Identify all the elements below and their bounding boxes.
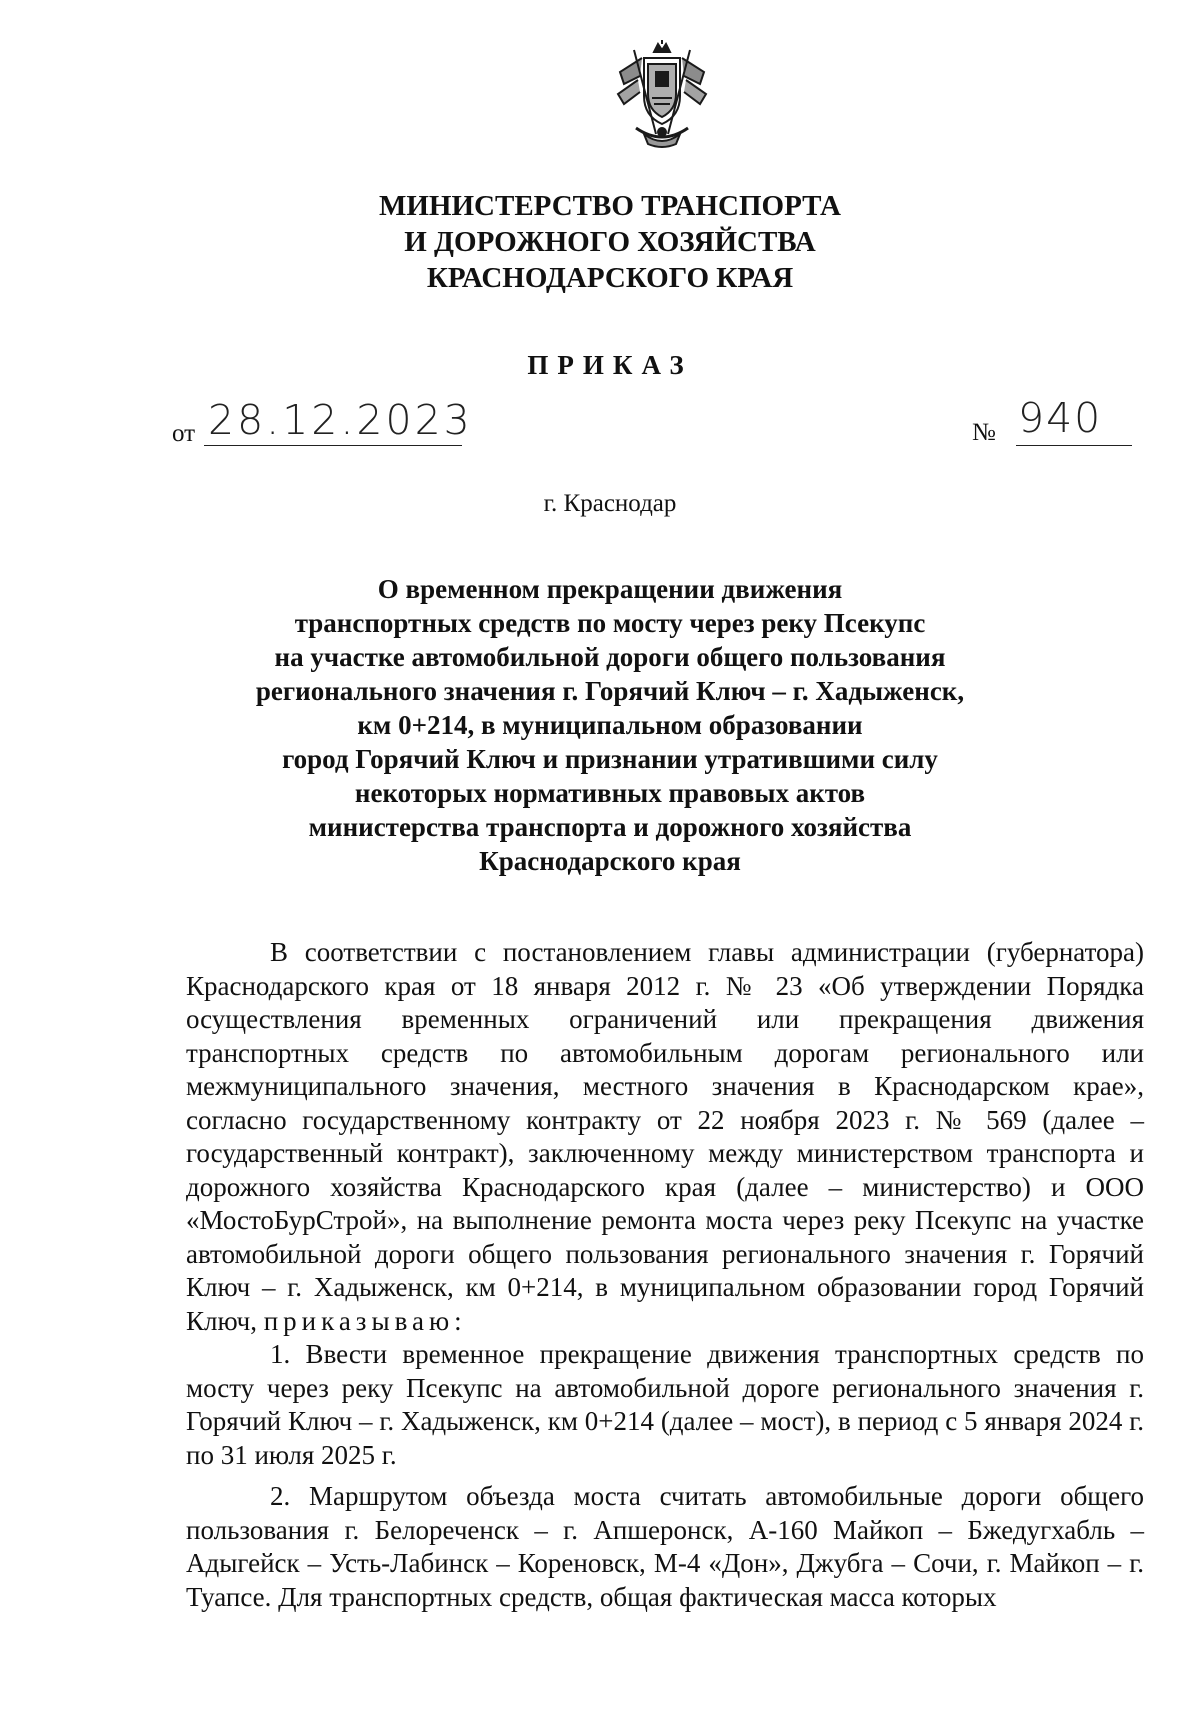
ministry-line-2: И ДОРОЖНОГО ХОЗЯЙСТВА [404, 226, 816, 258]
handwritten-number: 940 [1018, 394, 1103, 442]
item-1-paragraph: 1. Ввести временное прекращение движения транспортных средств по мосту через реку Псекупс на автомобильной дороге регионального значения г. Горячий Ключ – г. Хадыженск, км 0+214 (далее – мост), в период с 5 января 2024 г. по 31 июля 2025 г. [186, 1339, 1144, 1470]
command-word: приказываю: [263, 1305, 467, 1336]
ministry-line-3: КРАСНОДАРСКОГО КРАЯ [426, 262, 794, 294]
document-title [0, 572, 1200, 878]
title-line: км 0+214, в муниципальном образовании [357, 710, 863, 740]
title-line: регионального значения г. Горячий Ключ – г. Хадыженск, [255, 676, 965, 706]
document-body [186, 936, 1144, 1614]
item-2-paragraph: 2. Маршрутом объезда моста считать автомобильные дороги общего пользования г. Белореченск – г. Апшеронск, А-160 Майкоп – Бжедугхабль – Адыгейск – Усть-Лабинск – Кореновск, М-4 «Дон», Джубга – Сочи, г. Майкоп – г. Туапсе. Для транспортных средств, общая фактическая масса которых [186, 1481, 1144, 1612]
date-prefix: от [172, 420, 196, 447]
title-line: О временном прекращении движения [377, 574, 843, 604]
preamble-text: В соответствии с постановлением главы администрации (губернатора) Краснодарского края от 18 января 2012 г. № 23 «Об утверждении Порядка осуществления временных ограничений или прекращения движения транспортных средств по автомобильным дорогам регионального или межмуниципального значения, местного значения в Краснодарском крае», согласно государственному контракту от 22 ноября 2023 г. № 569 (далее – государственный контракт), заключенному между министерством транспорта и дорожного хозяйства Краснодарского края (далее – министерство) и ООО «МостоБурСтрой», на выполнение ремонта моста через реку Псекупс на участке автомобильной дороги общего пользования регионального значения г. Горячий Ключ – г. Хадыженск, км 0+214, в муниципальном образовании город Горячий Ключ, [186, 937, 1144, 1336]
order-number [972, 396, 1132, 446]
issue-city: г. Краснодар [543, 490, 677, 517]
number-prefix: № [972, 419, 996, 446]
date-underline [204, 445, 462, 446]
title-line: транспортных средств по мосту через реку Псекупс [294, 608, 926, 638]
title-line: Краснодарского края [479, 846, 741, 876]
handwritten-date: 28.12.2023 [208, 396, 473, 444]
title-line: министерства транспорта и дорожного хозяйства [308, 812, 912, 842]
order-date [172, 396, 473, 447]
krasnodar-krai-coat-of-arms-icon [614, 38, 710, 150]
ministry-name [0, 188, 1200, 296]
document-type-heading: ПРИКАЗ [527, 350, 693, 380]
title-line: город Горячий Ключ и признании утратившими силу [282, 744, 938, 774]
title-line: некоторых нормативных правовых актов [354, 778, 866, 808]
ministry-line-1: МИНИСТЕРСТВО ТРАНСПОРТА [379, 190, 841, 222]
title-line: на участке автомобильной дороги общего пользования [274, 642, 946, 672]
number-underline [1016, 445, 1132, 446]
preamble-paragraph [186, 936, 1144, 1338]
